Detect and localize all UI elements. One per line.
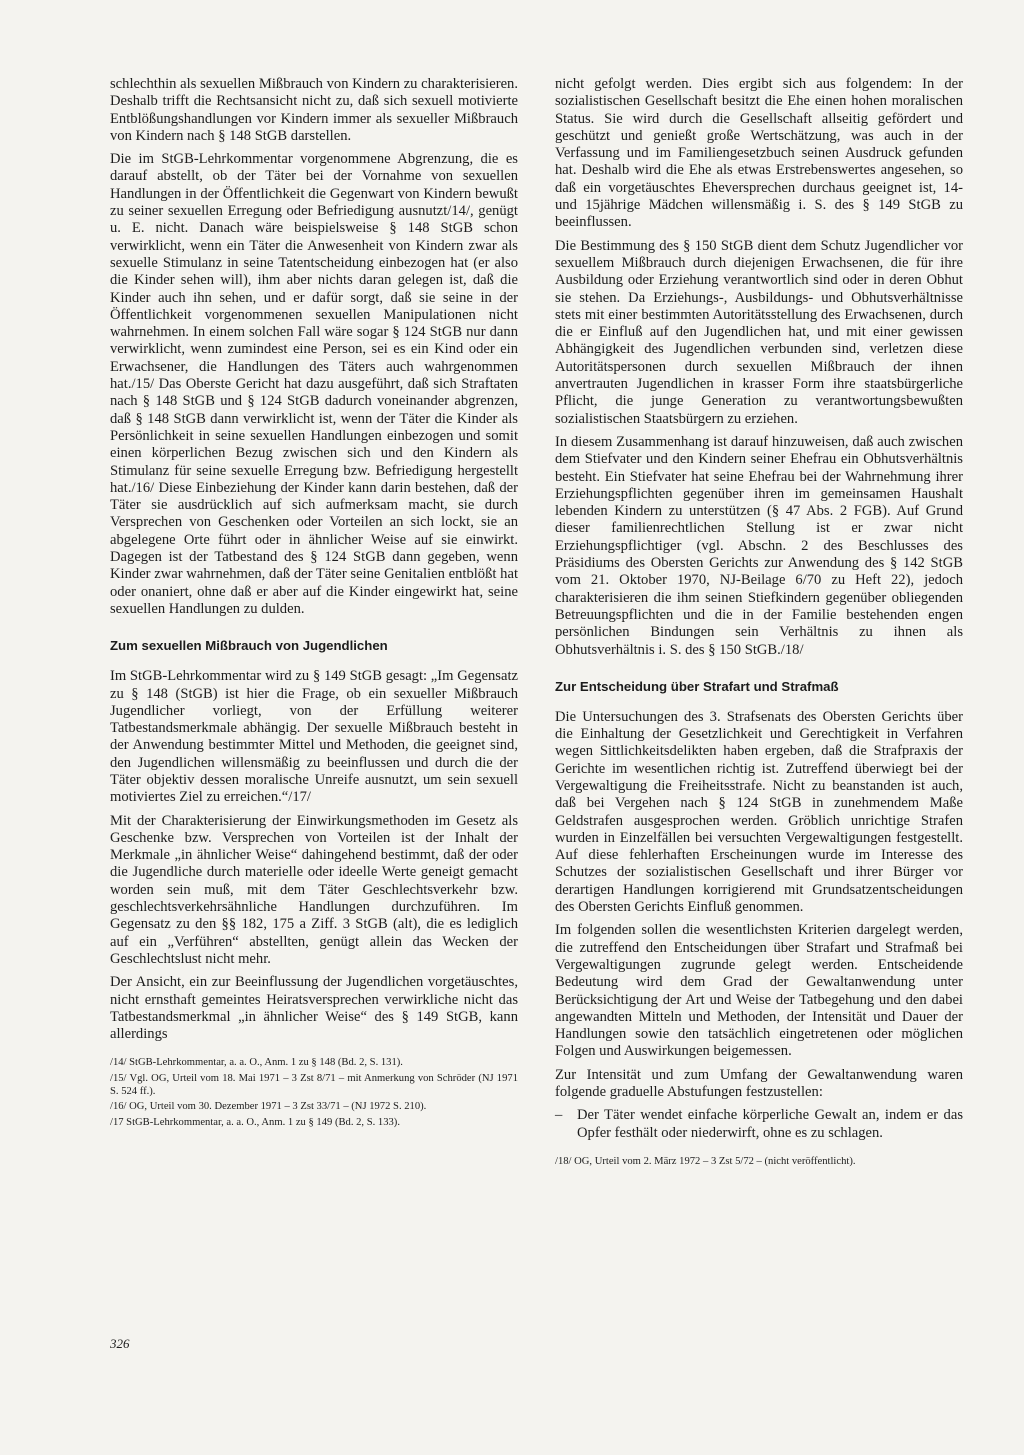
- footnote-16: /16/ OG, Urteil vom 30. Dezember 1971 – 3 Zst 33/71 – (NJ 1972 S. 210).: [110, 1101, 427, 1113]
- footnote-18: /18/ OG, Urteil vom 2. März 1972 – 3 Zst 5/72 – (nicht veröffentlicht).: [555, 1155, 856, 1167]
- right-paragraph-4: Die Untersuchungen des 3. Strafsenats des Obersten Gerichts über die Einhaltung der Gesetzlichkeit und Gerechtigkeit in Verfahren wegen Sittlichkeitsdelikten haben ergeben, daß die Strafpraxis der Gerichte im wesentlichen richtig ist. Zutreffend überwiegt bei der Vergewaltigung die Freiheitsstrafe. Nicht zu beanstanden ist auch, daß bei Vergehen nach § 124 StGB in zunehmendem Maße Geldstrafen ausgesprochen werden. Gröblich unrichtige Strafen wurden in Einzelfällen bei versuchten Vergewaltigungen festgestellt. Auf diese fehlerhaften Erscheinungen wurde im Interesse des Schutzes der sozialistischen Gesellschaft und ihrer Bürger vor derartigen Handlungen korrigierend mit Grundsatzentscheidungen des Obersten Gerichts Einfluß genommen.: [555, 708, 963, 916]
- dash-bullet: –: [555, 1107, 563, 1124]
- left-paragraph-3: Im StGB-Lehrkommentar wird zu § 149 StGB gesagt: „Im Gegensatz zu § 148 (StGB) ist hier die Frage, ob ein sexueller Mißbrauch Jugendlicher vorliegt, von der Erfüllung weiterer Tatbestandsmerkmale abhängig. Der sexuelle Mißbrauch besteht in der Anwendung bestimmter Mittel und Methoden, die geeignet sind, den Jugendlichen willensmäßig zu beeinflussen und durch die der Täter objektiv dessen moralische Unreife ausnutzt, um sein sexuell motiviertes Ziel zu erreichen.“/17/: [110, 668, 518, 806]
- left-paragraph-5: Der Ansicht, ein zur Beeinflussung der Jugendlichen vorgetäuschtes, nicht ernsthaft gemeintes Heiratsversprechen verwirkliche nicht das Tatbestandsmerkmal „in ähnlicher Weise“ des § 149 StGB, kann allerdings: [110, 974, 518, 1043]
- dash-item-text: Der Täter wendet einfache körperliche Gewalt an, indem er das Opfer festhält oder niederwirft, ohne es zu schlagen.: [577, 1107, 963, 1141]
- left-paragraph-4: Mit der Charakterisierung der Einwirkungsmethoden im Gesetz als Geschenke bzw. Versprechen von Vorteilen ist der Inhalt der Merkmale „in ähnlicher Weise“ dahingehend bestimmt, daß der oder die Jugendliche durch materielle oder ideelle Werte geneigt gemacht worden sein muß, mit dem Täter Geschlechtsverkehr bzw. geschlechtsverkehrsähnliche Handlungen durchzuführen. Im Gegensatz zu den §§ 182, 175 a Ziff. 3 StGB (alt), die es lediglich auf ein „Verführen“ abstellten, genügt allein das Wecken der Geschlechtslust nicht mehr.: [110, 812, 518, 967]
- right-paragraph-2: Die Bestimmung des § 150 StGB dient dem Schutz Jugendlicher vor sexuellem Mißbrauch durch diejenigen Erwachsenen, die für ihre Ausbildung oder Erziehung verantwortlich sind oder in deren Obhut sie stehen. Da Erziehungs-, Ausbildungs- und Obhutsverhältnisse stets mit einer bestimmten Autoritätsstellung des Erwachsenen, durch die er Einfluß auf den Jugendlichen hat, und mit einer gewissen Abhängigkeit des Jugendlichen verbunden sind, verletzen diese Autoritätspersonen durch sexuellen Mißbrauch der ihnen anvertrauten Jugendlichen in krasser Form ihre staatsbürgerliche Pflicht, die junge Generation zu verantwortungsbewußten sozialistischen Staatsbürgern zu erziehen.: [555, 237, 963, 427]
- page-number: 326: [110, 1336, 130, 1351]
- right-paragraph-5: Im folgenden sollen die wesentlichsten Kriterien dargelegt werden, die zutreffend den Entscheidungen über Strafart und Strafmaß bei Vergewaltigungen zugrunde gelegt werden. Entscheidende Bedeutung wird dem Grad der Gewaltanwendung unter Berücksichtigung der Art und Weise der Tatbegehung und den dabei angewandten Mitteln und Methoden, der Intensität und Dauer der Handlungen sowie den tatsächlich eingetretenen oder möglichen Folgen und Auswirkungen beigemessen.: [555, 922, 963, 1060]
- section-heading-strafart: Zur Entscheidung über Strafart und Strafmaß: [555, 678, 839, 694]
- footnote-15: /15/ Vgl. OG, Urteil vom 18. Mai 1971 – 3 Zst 8/71 – mit Anmerkung von Schröder (NJ 1971 S. 524 ff.).: [110, 1073, 518, 1097]
- left-paragraph-2: Die im StGB-Lehrkommentar vorgenommene Abgrenzung, die es darauf abstellt, ob der Täter bei der Vornahme von sexuellen Handlungen in der Öffentlichkeit die Gegenwart von Kindern bewußt zu seiner sexuellen Erregung oder Befriedigung ausnutzt/14/, genügt u. E. nicht. Danach wäre beispielsweise § 148 StGB schon verwirklicht, wenn ein Täter die Anwesenheit von Kindern zwar als sexuelle Stimulanz in seine Tatentscheidung einbezogen hat (er also die Kinder sehen will), ihm aber nichts daran gelegen ist, daß die Kinder auch ihn sehen, und er dafür sorgt, daß sie seine in der Öffentlichkeit vorgenommenen sexuellen Manipulationen nicht wahrnehmen. In einem solchen Fall wäre sogar § 124 StGB nur dann verwirklicht, wenn zumindest eine Person, sei es ein Kind oder ein Erwachsener, die Handlungen des Täters auch wahrgenommen hat./15/ Das Oberste Gericht hat dazu ausgeführt, daß sich Straftaten nach § 148 StGB und § 124 StGB dadurch voneinander abgrenzen, daß § 148 StGB dann verwirklicht ist, wenn der Täter die Kinder als Persönlichkeit in seine sexuellen Handlungen einbezogen und somit einen körperlichen Bezug zwischen sich und den Kindern als Stimulanz für seine sexuelle Erregung bzw. Befriedigung hergestellt hat./16/ Diese Einbeziehung der Kinder kann darin bestehen, daß der Täter sie ausdrücklich auf sich aufmerksam macht, sie durch Versprechen von Geschenken oder Vorteilen an sich lockt, sie an abgelegene Orte führt oder in ähnlicher Weise auf sie einwirkt. Dagegen ist der Tatbestand des § 124 StGB dann gegeben, wenn Kinder zwar wahrnehmen, daß der Täter seine Genitalien entblößt hat oder onaniert, ohne daß er aber auf die Kinder eingewirkt hat, seine sexuellen Handlungen zu dulden.: [110, 151, 518, 617]
- left-paragraph-1: schlechthin als sexuellen Mißbrauch von Kindern zu charakterisieren. Deshalb trifft die Rechtsansicht nicht zu, daß sich sexuell motivierte Entblößungshandlungen vor Kindern immer als sexueller Mißbrauch von Kindern nach § 148 StGB darstellen.: [110, 76, 518, 144]
- right-column: [555, 76, 963, 1172]
- right-paragraph-6: Zur Intensität und zum Umfang der Gewaltanwendung waren folgende graduelle Abstufungen festzustellen:: [555, 1066, 963, 1101]
- dash-list-item: [555, 1107, 963, 1142]
- footnote-17: /17 StGB-Lehrkommentar, a. a. O., Anm. 1 zu § 149 (Bd. 2, S. 133).: [110, 1116, 400, 1128]
- right-paragraph-1: nicht gefolgt werden. Dies ergibt sich aus folgendem: In der sozialistischen Gesellschaft besitzt die Ehe einen hohen moralischen Status. Sie wird durch die Gesellschaft allseitig gefördert und geschützt und genießt große Wertschätzung, was auch in der Verfassung und im Familiengesetzbuch seinen Ausdruck gefunden hat. Deshalb wird die Ehe als etwas Erstrebenswertes angesehen, so daß ein vorgetäuschtes Eheversprechen durchaus geeignet ist, 14- und 15jährige Mädchen willensmäßig i. S. des § 149 StGB zu beeinflussen.: [555, 76, 963, 231]
- right-paragraph-3: In diesem Zusammenhang ist darauf hinzuweisen, daß auch zwischen dem Stiefvater und den Kindern seiner Ehefrau ein Obhutsverhältnis besteht. Ein Stiefvater hat seine Ehefrau bei der Wahrnehmung ihrer Erziehungspflichten gegenüber ihren im gemeinsamen Haushalt lebenden Kindern zu unterstützen (§ 47 Abs. 2 FGB). Auf Grund dieser familienrechtlichen Stellung ist er zwar nicht Erziehungspflichtiger (vgl. Abschn. 2 des Beschlusses des Präsidiums des Obersten Gerichts zur Anwendung des § 142 StGB vom 21. Oktober 1970, NJ-Beilage 6/70 zu Heft 22), jedoch charakterisieren die ihm seinen Stiefkindern gegenüber obliegenden Betreuungspflichten und die in der Familie bestehenden engen persönlichen Bindungen sein Verhältnis zu ihnen als Obhutsverhältnis i. S. des § 150 StGB./18/: [555, 433, 963, 658]
- section-heading-jugendliche: Zum sexuellen Mißbrauch von Jugendlichen: [110, 638, 388, 654]
- left-column: [110, 76, 518, 1132]
- footnote-14: /14/ StGB-Lehrkommentar, a. a. O., Anm. 1 zu § 148 (Bd. 2, S. 131).: [110, 1057, 403, 1069]
